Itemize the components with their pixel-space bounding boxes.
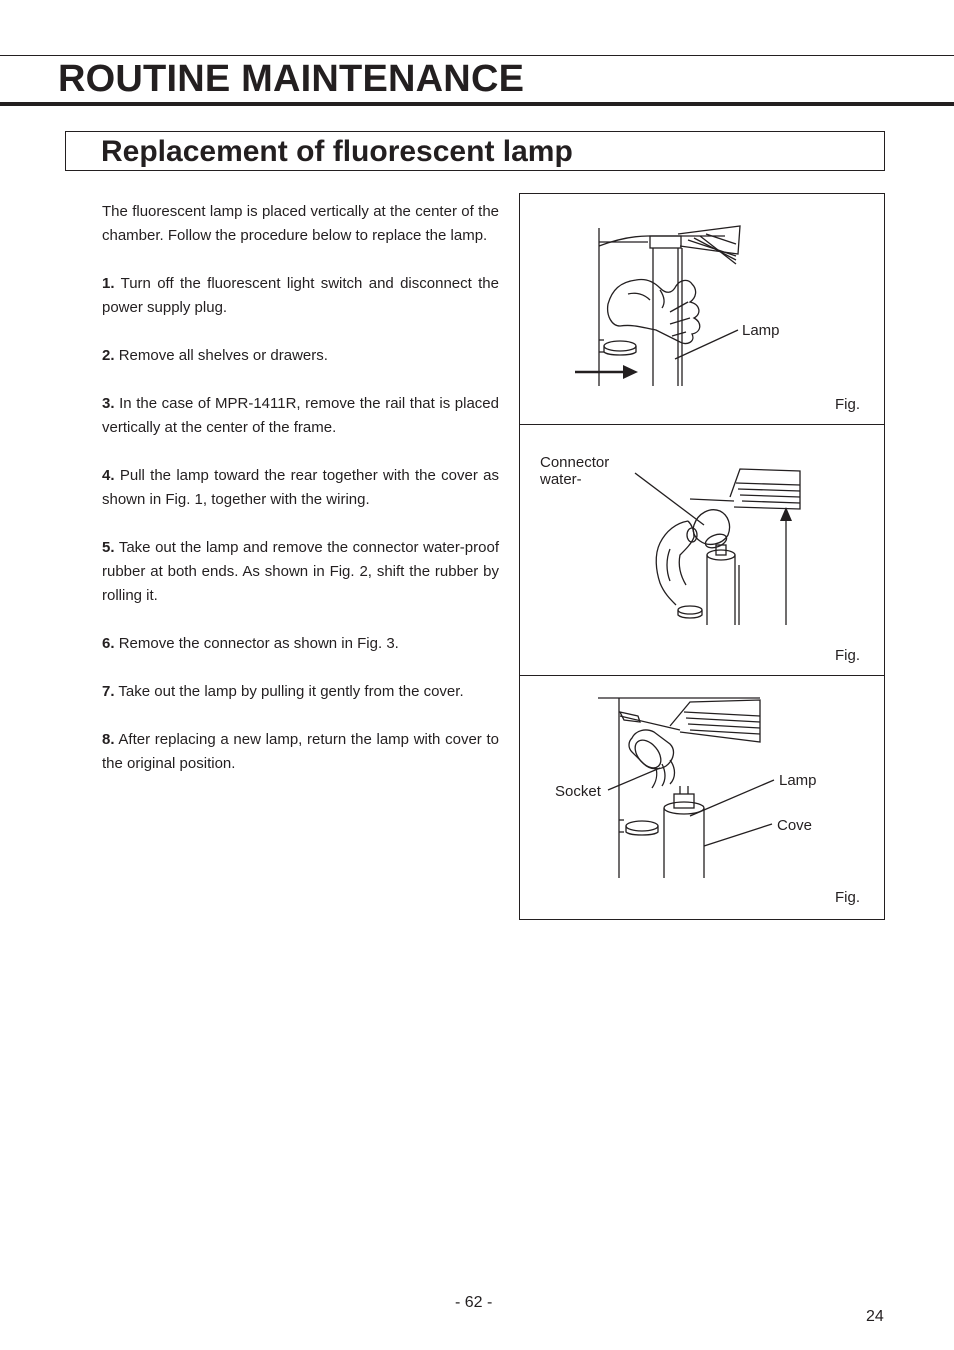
fig3-lamp-label: Lamp (779, 772, 817, 789)
step-7 (102, 680, 499, 704)
step-text: Turn off the fluorescent light switch and disconnect the power supply plug. (102, 275, 499, 316)
section-heading-box (65, 131, 885, 171)
step-number: 6. (102, 635, 115, 652)
fig3-cover-label: Cove (777, 817, 813, 834)
step-number: 5. (102, 539, 115, 556)
step-text: In the case of MPR-1411R, remove the rail that is placed vertically at the center of the frame. (102, 395, 499, 436)
fig1-illustration (520, 194, 884, 424)
page-number: - 62 - (455, 1294, 493, 1311)
corner-page-number: 24 (866, 1308, 884, 1325)
step-text: Remove the connector as shown in Fig. 3. (118, 635, 399, 652)
step-text: After replacing a new lamp, return the lamp with cover to the original position. (102, 731, 499, 772)
fig2-connector-label (540, 454, 609, 488)
instructions (102, 200, 499, 800)
fig1-lamp-label: Lamp (742, 322, 780, 339)
step-text: Take out the lamp by pulling it gently from the cover. (118, 683, 464, 700)
section-title: Replacement of fluorescent lamp (101, 135, 573, 168)
fig3-socket-label: Socket (555, 783, 601, 800)
step-4 (102, 464, 499, 512)
step-number: 8. (102, 731, 115, 748)
step-1 (102, 272, 499, 320)
step-text: Remove all shelves or drawers. (118, 347, 328, 364)
step-8 (102, 728, 499, 776)
step-text: Pull the lamp toward the rear together with the cover as shown in Fig. 1, together with the wiring. (102, 467, 499, 508)
step-number: 1. (102, 275, 115, 292)
step-number: 7. (102, 683, 115, 700)
fig1-caption: Fig. (835, 396, 861, 413)
step-6 (102, 632, 499, 656)
chapter-rule (0, 102, 954, 106)
water-text: water- (540, 471, 582, 488)
step-2 (102, 344, 499, 368)
step-number: 2. (102, 347, 115, 364)
intro-paragraph: The fluorescent lamp is placed vertically at the center of the chamber. Follow the procedure below to replace the lamp. (102, 203, 499, 244)
fig3-caption: Fig. (835, 889, 861, 906)
chapter-title: ROUTINE MAINTENANCE (58, 58, 525, 100)
step-number: 3. (102, 395, 115, 412)
figure-panel (519, 193, 885, 920)
step-number: 4. (102, 467, 115, 484)
step-5 (102, 536, 499, 608)
connector-text: Connector (540, 454, 610, 471)
step-3 (102, 392, 499, 440)
fig2-caption: Fig. (835, 647, 861, 664)
step-text: Take out the lamp and remove the connector water-proof rubber at both ends. As shown in Fig. 2, shift the rubber by rolling it. (102, 539, 499, 604)
